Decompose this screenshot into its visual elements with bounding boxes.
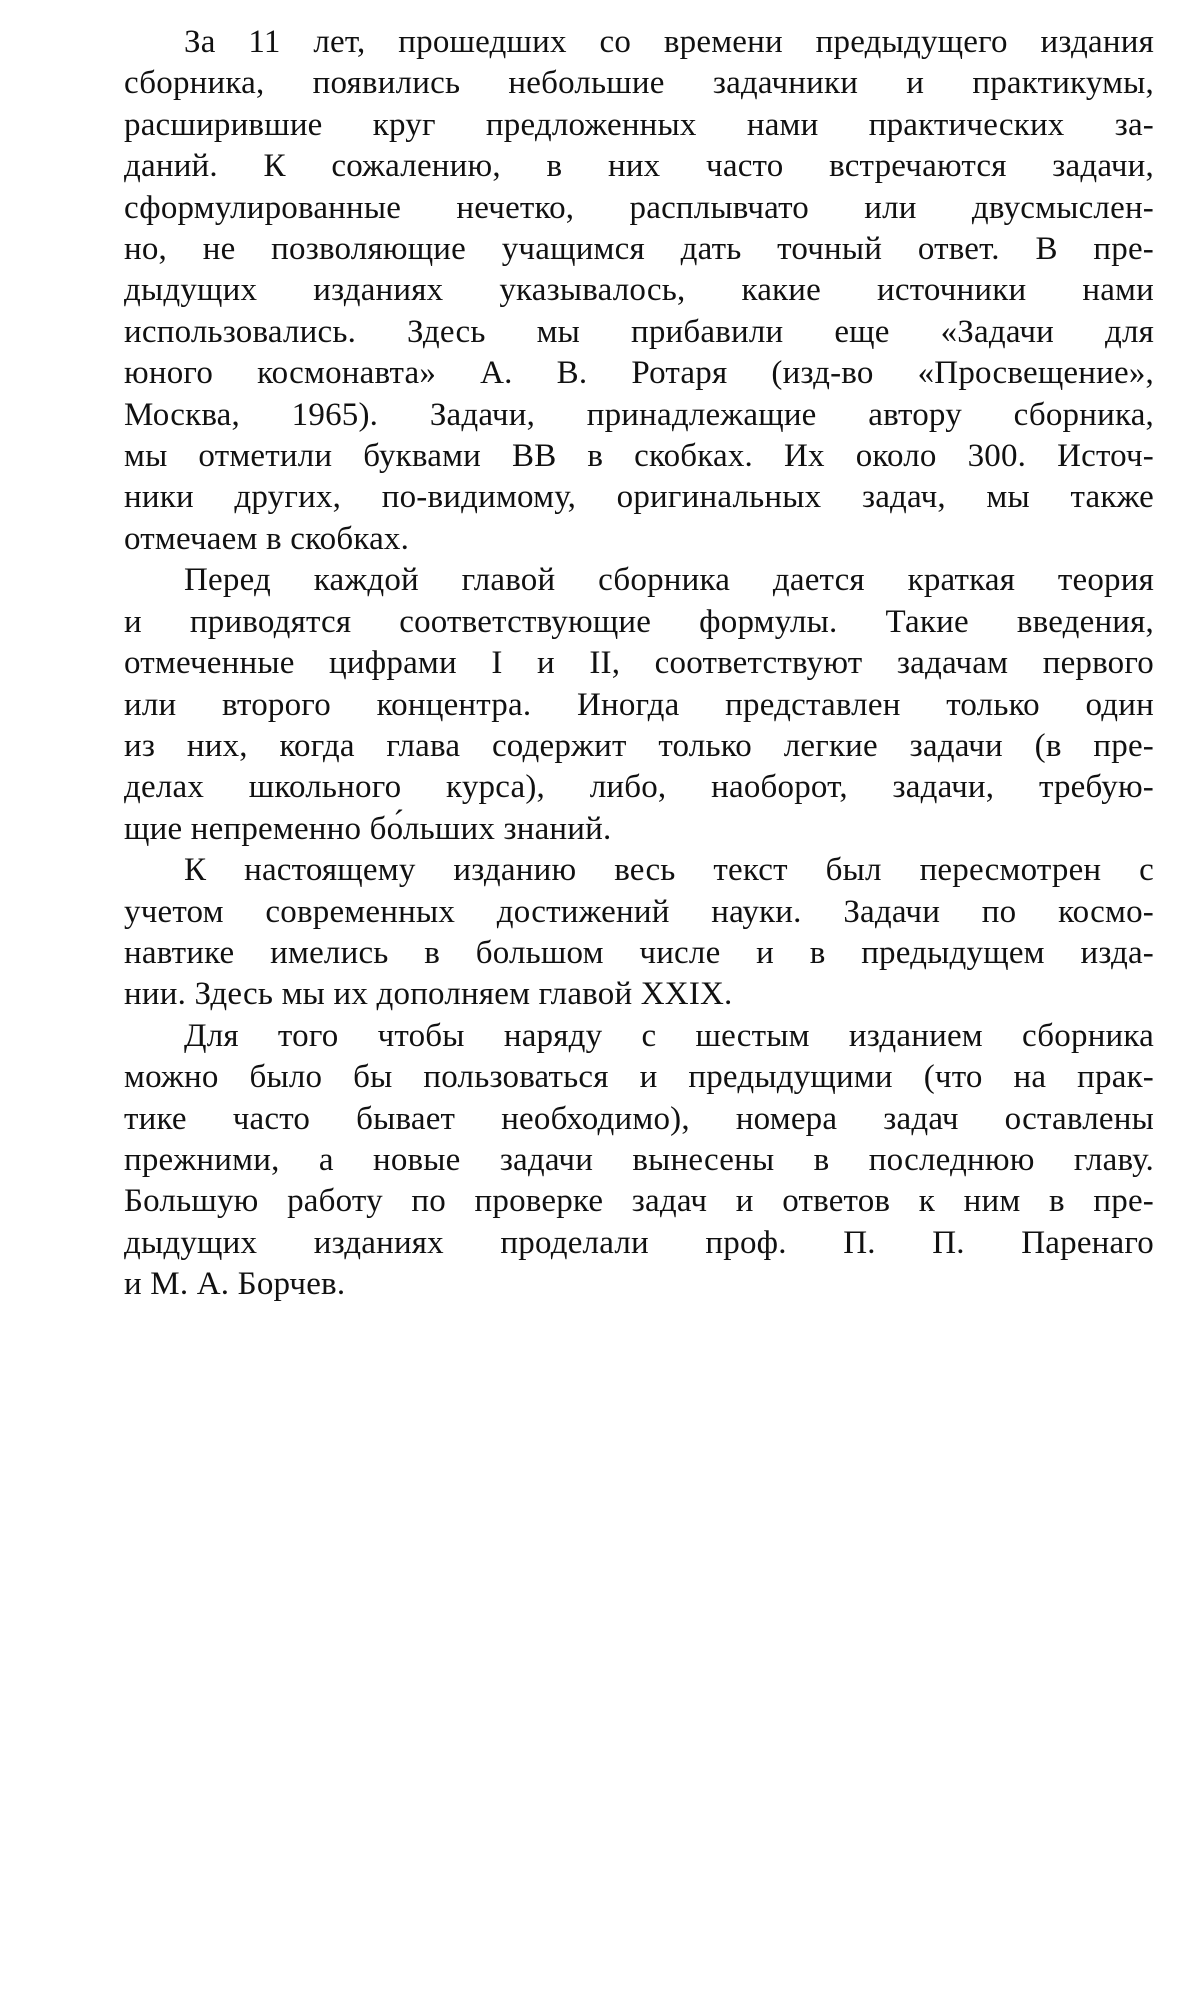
text-line: учетом современных достижений науки. Задачи по космо- (124, 893, 1154, 930)
text-line: сформулированные нечетко, расплывчато или двусмыслен- (124, 189, 1154, 226)
text-line: но, не позволяющие учащимся дать точный ответ. В пре- (124, 231, 1154, 268)
text-line: ники других, по-видимому, оригинальных задач, мы также (124, 479, 1154, 516)
paragraph-1 (64, 22, 1154, 560)
text-line: даний. К сожалению, в них часто встречаются задачи, (124, 148, 1154, 185)
text-line: можно было бы пользоваться и предыдущими (что на прак- (124, 1059, 1154, 1096)
text-line: Перед каждой главой сборника дается краткая теория (184, 562, 1154, 599)
text-line: или второго концентра. Иногда представлен только один (124, 686, 1154, 723)
text-line: За 11 лет, прошедших со времени предыдущего издания (184, 24, 1154, 60)
text-line: К настоящему изданию весь текст был пересмотрен с (184, 852, 1154, 889)
text-line: отмеченные цифрами I и II, соответствуют задачам первого (124, 645, 1154, 682)
text-line: Для того чтобы наряду с шестым изданием сборника (184, 1017, 1154, 1054)
text-line: Москва, 1965). Задачи, принадлежащие автору сборника, (124, 396, 1154, 433)
text-line: тике часто бывает необходимо), номера задач оставлены (124, 1100, 1154, 1137)
text-line: отмечаем в скобках. (124, 520, 410, 557)
text-line: расширившие круг предложенных нами практических за- (124, 106, 1154, 143)
text-line: и М. А. Борчев. (124, 1266, 346, 1303)
text-line: юного космонавта» А. В. Ротаря (изд-во «Просвещение», (124, 355, 1154, 392)
paragraph-2 (64, 560, 1154, 850)
text-line: прежними, а новые задачи вынесены в последнюю главу. (124, 1141, 1154, 1178)
paragraph-4 (64, 1016, 1154, 1306)
text-line: нии. Здесь мы их дополняем главой XXIX. (124, 976, 733, 1013)
text-line: навтике имелись в большом числе и в предыдущем изда- (124, 934, 1154, 971)
document-page (64, 22, 1154, 1306)
text-line: мы отметили буквами ВВ в скобках. Их около 300. Источ- (124, 438, 1154, 475)
text-line: сборника, появились небольшие задачники и практикумы, (124, 65, 1154, 102)
text-line: щие непременно бо́льших знаний. (124, 810, 612, 847)
text-line: из них, когда глава содержит только легкие задачи (в пре- (124, 727, 1154, 764)
text-line: дыдущих изданиях указывалось, какие источники нами (124, 272, 1154, 309)
text-line: Большую работу по проверке задач и ответов к ним в пре- (124, 1183, 1154, 1220)
paragraph-3 (64, 850, 1154, 1016)
text-line: и приводятся соответствующие формулы. Такие введения, (124, 603, 1154, 640)
text-line: использовались. Здесь мы прибавили еще «Задачи для (124, 313, 1154, 350)
text-line: дыдущих изданиях проделали проф. П. П. Паренаго (124, 1224, 1154, 1261)
text-line: делах школьного курса), либо, наоборот, задачи, требую- (124, 769, 1154, 806)
